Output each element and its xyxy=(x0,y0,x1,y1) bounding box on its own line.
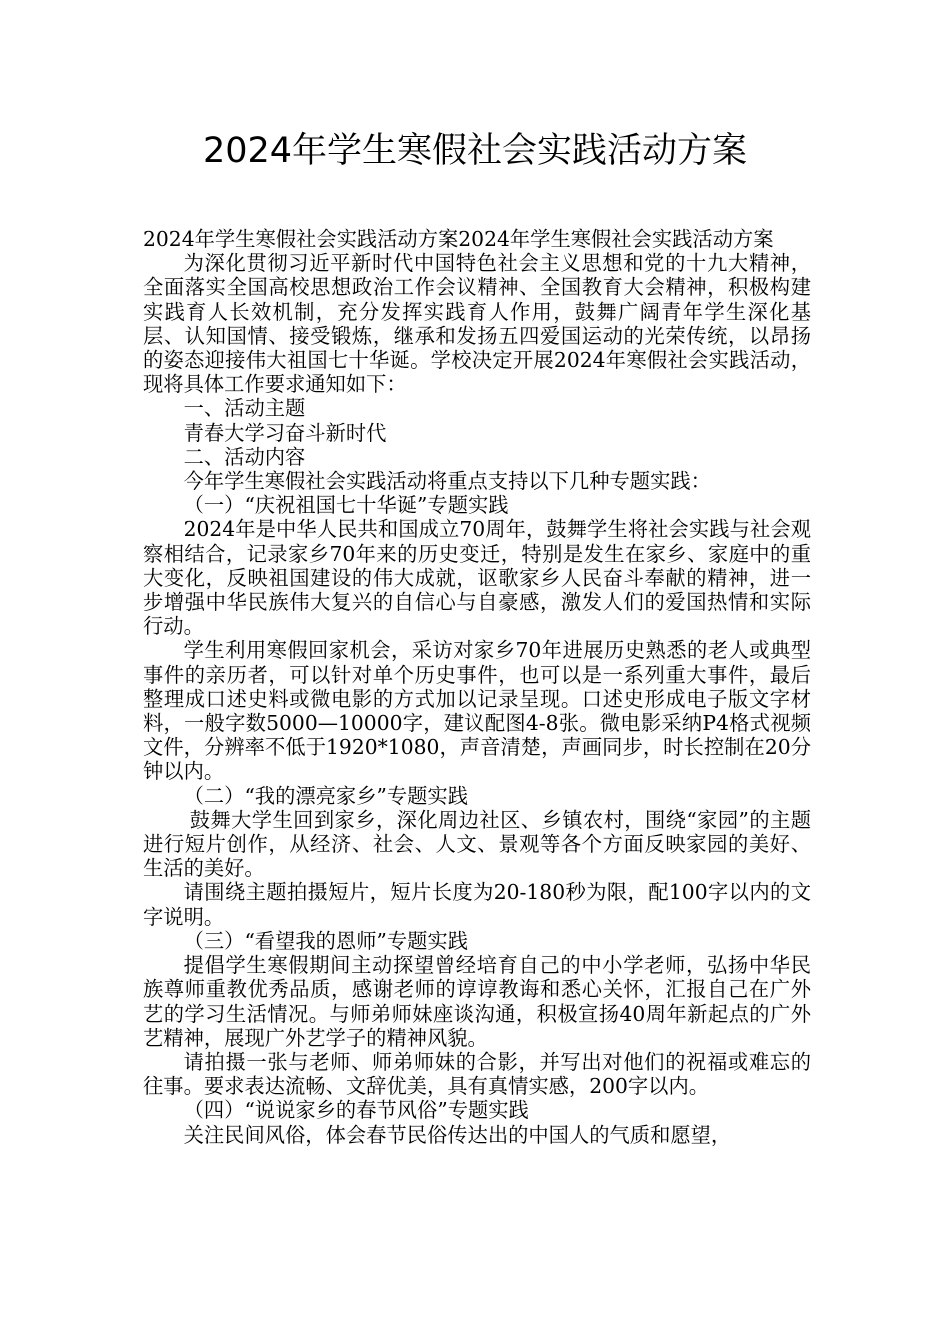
paragraph: （二）“我的漂亮家乡”专题实践 xyxy=(183,783,468,808)
paragraph: （三）“看望我的恩师”专题实践 xyxy=(183,928,468,953)
paragraph: 一、活动主题 xyxy=(183,396,306,421)
paragraph: 提倡学生寒假期间主动探望曾经培育自己的中小学老师，弘扬中华民族尊师重教优秀品质，感谢老师的谆谆教诲和悉心关怀，汇报自己在广外艺的学习生活情况。与师弟师妹座谈沟通，积极宣扬40周年新起点的广外艺精神，展现广外艺学子的精神风貌。 xyxy=(143,953,811,1050)
paragraph: 二、活动内容 xyxy=(183,444,306,469)
paragraph: 2024年学生寒假社会实践活动方案2024年学生寒假社会实践活动方案 xyxy=(143,227,774,251)
paragraph: 鼓舞大学生回到家乡，深化周边社区、乡镇农村，围绕“家园”的主题进行短片创作，从经济、社会、人文、景观等各个方面反映家园的美好、生活的美好。 xyxy=(143,807,811,881)
paragraph: 关注民间风俗，体会春节民俗传达出的中国人的气质和愿望， xyxy=(183,1122,732,1147)
document-title: 2024年学生寒假社会实践活动方案 xyxy=(202,131,748,171)
paragraph: 青春大学习奋斗新时代 xyxy=(183,420,387,445)
paragraph: （一）“庆祝祖国七十华诞”专题实践 xyxy=(183,493,509,518)
paragraph: 为深化贯彻习近平新时代中国特色社会主义思想和党的十九大精神，全面落实全国高校思想政治工作会议精神、全国教育大会精神，积极构建实践育人长效机制，充分发挥实践育人作用，鼓舞广阔青年学生深化基层、认知国情、接受锻炼，继承和发扬五四爱国运动的光荣传统，以昂扬的姿态迎接伟大祖国七十华诞。学校决定开展2024年寒假社会实践活动，现将具体工作要求通知如下： xyxy=(143,251,811,397)
paragraph: 今年学生寒假社会实践活动将重点支持以下几种专题实践： xyxy=(183,469,711,494)
paragraph: 2024年是中华人民共和国成立70周年，鼓舞学生将社会实践与社会观察相结合，记录家乡70年来的历史变迁，特别是发生在家乡、家庭中的重大变化，反映祖国建设的伟大成就，讴歌家乡人民奋斗奉献的精神，进一步增强中华民族伟大复兴的自信心与自豪感，激发人们的爱国热情和实际行动。 xyxy=(143,517,811,639)
document-body xyxy=(143,227,811,1147)
paragraph: 请围绕主题拍摄短片，短片长度为20-180秒为限，配100字以内的文字说明。 xyxy=(143,880,811,929)
paragraph: （四）“说说家乡的春节风俗”专题实践 xyxy=(183,1098,529,1123)
paragraph: 请拍摄一张与老师、师弟师妹的合影，并写出对他们的祝福或难忘的往事。要求表达流畅、文辞优美，具有真情实感，200字以内。 xyxy=(143,1049,811,1099)
paragraph: 学生利用寒假回家机会，采访对家乡70年进展历史熟悉的老人或典型事件的亲历者，可以针对单个历史事件，也可以是一系列重大事件，最后整理成口述史料或微电影的方式加以记录呈现。口述史形成电子版文字材料，一般字数5000—10000字，建议配图4-8张。微电影采纳P4格式视频文件，分辨率不低于1920*1080，声音清楚，声画同步，时长控制在20分钟以内。 xyxy=(143,638,811,784)
